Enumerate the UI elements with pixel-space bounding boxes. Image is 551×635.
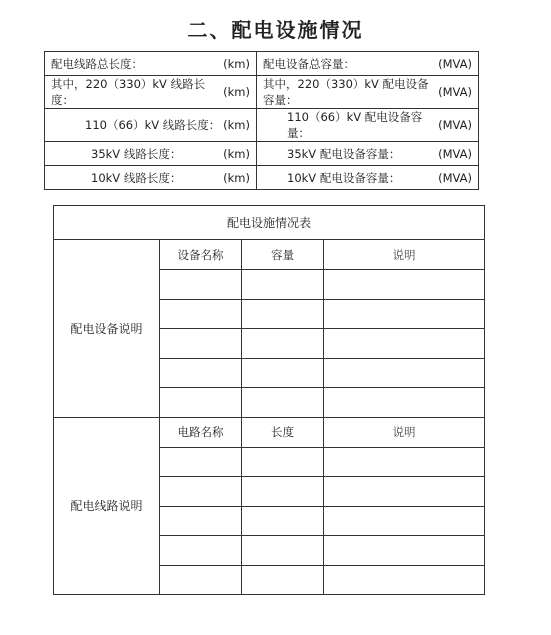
summary-cell (257, 109, 479, 142)
summary-label: 35kV 线路长度： (91, 146, 182, 161)
summary-label: 10kV 线路长度： (91, 170, 182, 185)
summary-label: 配电设备总容量： (263, 56, 355, 71)
input-cell[interactable] (160, 270, 242, 300)
summary-cell (257, 166, 479, 190)
summary-cell (257, 52, 479, 76)
summary-label: 110（66）kV 配电设备容量： (287, 110, 423, 140)
input-cell[interactable] (160, 329, 242, 359)
input-cell[interactable] (324, 565, 485, 595)
column-header-capacity: 容量 (242, 240, 324, 270)
summary-unit: (km) (223, 85, 250, 99)
summary-table (44, 51, 479, 190)
input-cell[interactable] (324, 299, 485, 329)
input-cell[interactable] (324, 447, 485, 477)
input-cell[interactable] (160, 477, 242, 507)
summary-label: 配电线路总长度： (51, 56, 143, 71)
input-cell[interactable] (324, 270, 485, 300)
table-caption: 配电设施情况表 (54, 206, 485, 240)
summary-row (45, 109, 479, 142)
input-cell[interactable] (242, 565, 324, 595)
summary-cell (45, 76, 257, 109)
input-cell[interactable] (160, 388, 242, 418)
page-title: 二、配电设施情况 (187, 18, 364, 42)
summary-unit: (km) (223, 56, 250, 71)
summary-row (45, 52, 479, 76)
summary-unit: (km) (223, 170, 250, 185)
input-cell[interactable] (242, 447, 324, 477)
column-header-length: 长度 (242, 417, 324, 447)
input-cell[interactable] (242, 506, 324, 536)
input-cell[interactable] (242, 270, 324, 300)
input-cell[interactable] (242, 388, 324, 418)
summary-unit: (MVA) (438, 118, 472, 132)
input-cell[interactable] (160, 358, 242, 388)
input-cell[interactable] (242, 536, 324, 566)
summary-unit: (MVA) (438, 146, 472, 161)
column-header-description: 说明 (324, 240, 485, 270)
summary-label: 35kV 配电设备容量： (287, 146, 401, 161)
input-cell[interactable] (160, 536, 242, 566)
input-cell[interactable] (242, 299, 324, 329)
column-header-equipment-name: 设备名称 (160, 240, 242, 270)
summary-unit: (MVA) (438, 85, 472, 99)
input-cell[interactable] (242, 329, 324, 359)
input-cell[interactable] (242, 477, 324, 507)
input-cell[interactable] (242, 358, 324, 388)
summary-unit: (km) (223, 146, 250, 161)
summary-row (45, 76, 479, 109)
input-cell[interactable] (324, 329, 485, 359)
input-cell[interactable] (160, 299, 242, 329)
summary-cell (257, 76, 479, 109)
summary-label: 其中，220（330）kV 配电设备容量： (263, 77, 429, 107)
input-cell[interactable] (324, 388, 485, 418)
input-cell[interactable] (324, 358, 485, 388)
summary-row (45, 142, 479, 166)
input-cell[interactable] (324, 506, 485, 536)
input-cell[interactable] (160, 447, 242, 477)
summary-cell (45, 166, 257, 190)
summary-label: 110（66）kV 线路长度： (85, 118, 221, 132)
input-cell[interactable] (160, 565, 242, 595)
column-header-description: 说明 (324, 417, 485, 447)
input-cell[interactable] (160, 506, 242, 536)
equipment-section-label: 配电设备说明 (54, 240, 160, 418)
facility-detail-table (53, 205, 485, 595)
input-cell[interactable] (324, 536, 485, 566)
summary-row (45, 166, 479, 190)
summary-cell (45, 109, 257, 142)
summary-unit: (MVA) (438, 56, 472, 71)
column-header-circuit-name: 电路名称 (160, 417, 242, 447)
summary-label: 其中，220（330）kV 线路长度： (51, 77, 206, 107)
lines-section-label: 配电线路说明 (54, 417, 160, 595)
input-cell[interactable] (324, 477, 485, 507)
summary-label: 10kV 配电设备容量： (287, 170, 401, 185)
summary-cell (45, 142, 257, 166)
summary-cell (257, 142, 479, 166)
summary-unit: (MVA) (438, 170, 472, 185)
summary-cell (45, 52, 257, 76)
summary-unit: (km) (223, 118, 250, 132)
